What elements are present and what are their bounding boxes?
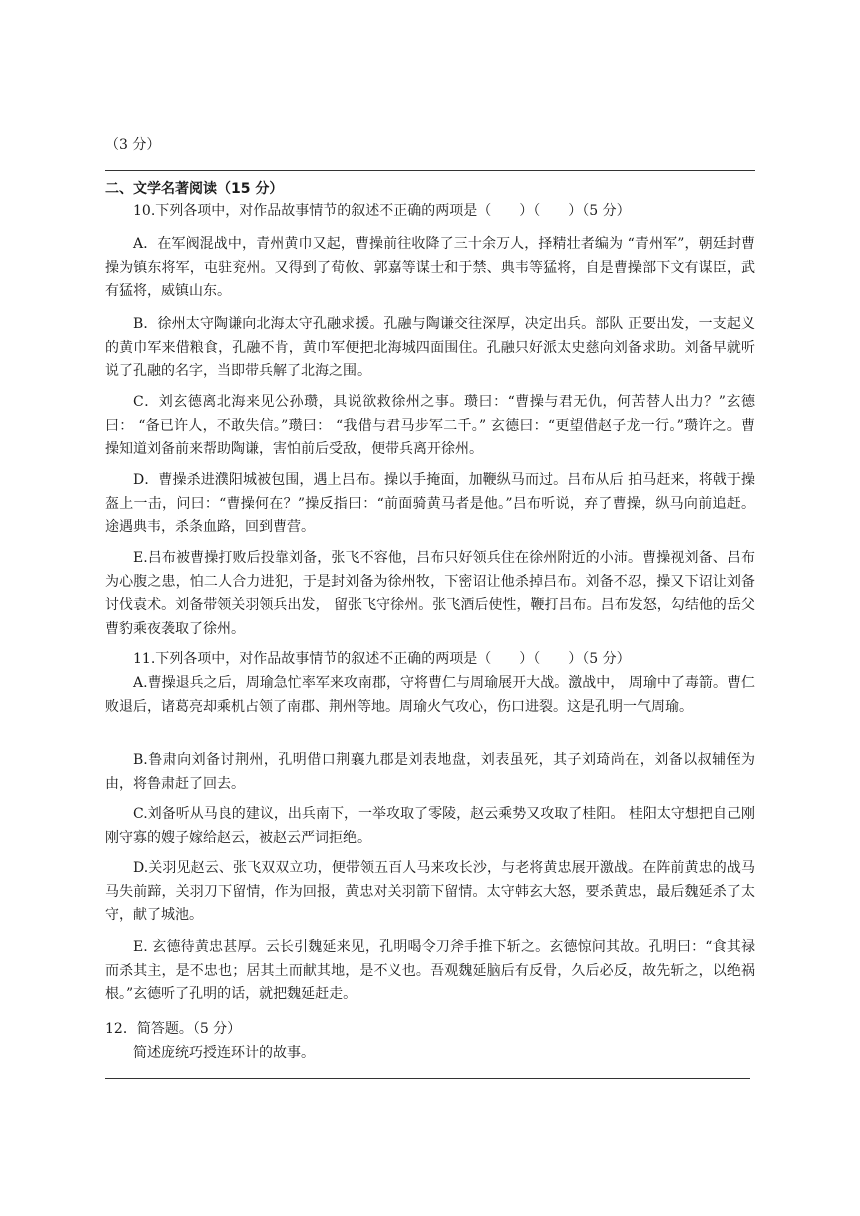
q10-option-c: C．刘玄德离北海来见公孙瓒，具说欲救徐州之事。瓒曰：“曹操与君无仇，何苦替人出力？”玄德曰： “备已许人，不敢失信。”瓒曰： “我借与君马步军二千。” 玄德曰：“更望借赵子龙一行。”瓒许之。曹操知道刘备前来帮助陶谦，害怕前后受敌，便带兵离开徐州。 [105, 394, 755, 457]
q11-stem: 11.下列各项中，对作品故事情节的叙述不正确的两项是（ ）（ ）（5 分） [133, 651, 631, 667]
q10-option-a: A．在军阀混战中，青州黄巾又起，曹操前往收降了三十余万人，择精壮者编为 “青州军”，朝廷封曹操为镇东将军，屯驻兖州。又得到了荀攸、郭嘉等谋士和于禁、典韦等猛将，自是曹操部下文有谋臣，武有猛将，威镇山东。 [105, 236, 755, 299]
q11-option-a: A.曹操退兵之后，周瑜急忙率军来攻南郡，守将曹仁与周瑜展开大战。激战中， 周瑜中了毒箭。曹仁败退后，诸葛亮却乘机占领了南郡、荆州等地。周瑜火气攻心，伤口进裂。这是孔明一气周瑜。 [105, 675, 755, 715]
q10-option-d: D．曹操杀进濮阳城被包围，遇上吕布。操以手掩面，加鞭纵马而过。吕布从后 拍马赶来，将戟于操盔上一击，问曰：“曹操何在？”操反指曰：“前面骑黄马者是他。”吕布听说，弃了曹操，纵马向前追赶。途遇典韦，杀条血路，回到曹营。 [105, 472, 755, 535]
section-title: 二、文学名著阅读（15 分） [105, 181, 284, 197]
q12-stem: 12．简答题。（5 分） [105, 1021, 242, 1037]
q11-option-d: D.关羽见赵云、张飞双双立功，便带领五百人马来攻长沙，与老将黄忠展开激战。在阵前黄忠的战马马失前蹄，关羽刀下留情，作为回报，黄忠对关羽箭下留情。太守韩玄大怒，要杀黄忠，最后魏延杀了太守，献了城池。 [105, 860, 755, 923]
q11-option-e: E. 玄德待黄忠甚厚。云长引魏延来见，孔明喝令刀斧手推下斩之。玄德惊问其故。孔明曰：“食其禄而杀其主，是不忠也；居其土而献其地，是不义也。吾观魏延脑后有反骨，久后必反，故先斩之，以绝祸根。”玄德听了孔明的话，就把魏延赶走。 [105, 939, 755, 1002]
answer-line [105, 1078, 750, 1079]
q11-option-b: B.鲁肃向刘备讨荆州，孔明借口荆襄九郡是刘表地盘，刘表虽死，其子刘琦尚在，刘备以叔辅侄为由，将鲁肃赶了回去。 [105, 752, 755, 792]
q12-prompt: 简述庞统巧授连环计的故事。 [133, 1045, 315, 1061]
prev-score: （3 分） [105, 137, 161, 153]
q10-option-b: B．徐州太守陶谦向北海太守孔融求援。孔融与陶谦交往深厚，决定出兵。部队 正要出发，一支起义的黄巾军来借粮食，孔融不肯，黄巾军便把北海城四面围住。孔融只好派太史慈向刘备求助。刘备早就听说了孔融的名字，当即带兵解了北海之围。 [105, 316, 755, 379]
q10-option-e: E.吕布被曹操打败后投靠刘备，张飞不容他，吕布只好领兵住在徐州附近的小沛。曹操视刘备、吕布为心腹之患，怕二人合力进犯，于是封刘备为徐州牧，下密诏让他杀掉吕布。刘备不忍，操又下诏让刘备讨伐袁术。刘备带领关羽领兵出发， 留张飞守徐州。张飞酒后使性，鞭打吕布。吕布发怒，勾结他的岳父曹豹乘夜袭取了徐州。 [105, 550, 755, 637]
q11-option-c: C.刘备听从马良的建议，出兵南下，一举攻取了零陵，赵云乘势又攻取了桂阳。 桂阳太守想把自己刚刚守寡的嫂子嫁给赵云，被赵云严词拒绝。 [105, 806, 755, 846]
q10-stem: 10.下列各项中，对作品故事情节的叙述不正确的两项是（ ）（ ）（5 分） [133, 203, 631, 219]
answer-line [105, 170, 755, 171]
